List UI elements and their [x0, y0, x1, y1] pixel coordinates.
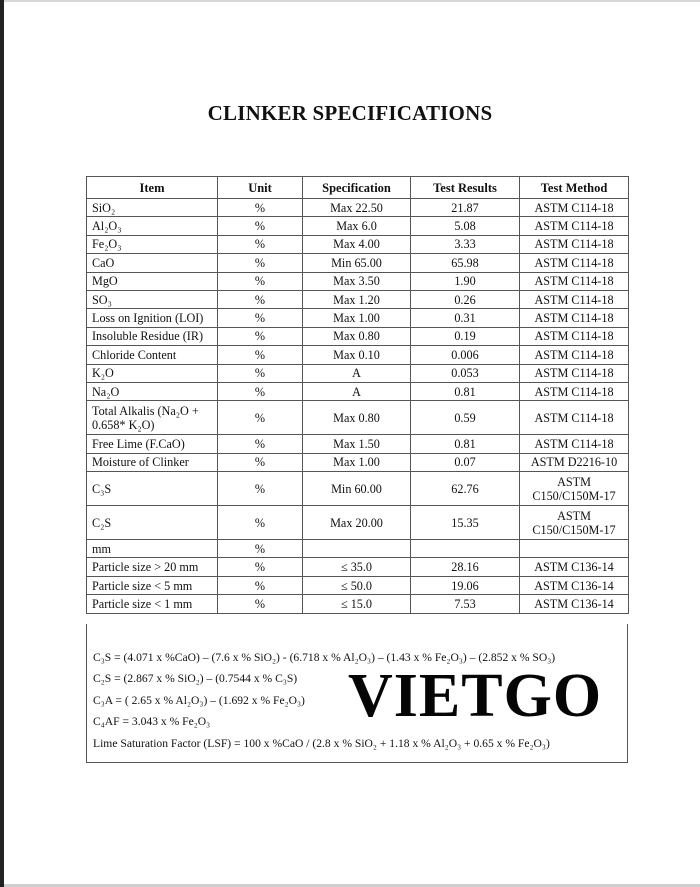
cell-unit: %: [218, 382, 303, 400]
formula-c2s: C₂S = (2.867 x % SiO₂) – (0.7544 x % C₃S): [93, 672, 298, 685]
cell-specification: Max 22.50: [303, 199, 411, 217]
cell-specification: Max 1.00: [303, 453, 411, 471]
table-row: [87, 346, 629, 364]
cell-test-result: 0.07: [411, 453, 520, 471]
cell-item: Fe₂O₃: [87, 235, 218, 253]
header-test-method: Test Method: [520, 177, 629, 199]
cell-test-method: ASTM C114-18: [520, 435, 629, 453]
cell-item: Total Alkalis (Na₂O + 0.658* K₂O): [87, 401, 218, 435]
formula-c3a: C₃A = ( 2.65 x % Al₂O₃) – (1.692 x % Fe₂O₃): [93, 694, 305, 707]
cell-test-method: ASTM C150/C150M-17: [520, 472, 629, 506]
cell-test-result: 0.053: [411, 364, 520, 382]
cell-item: mm: [87, 540, 218, 558]
table-row: [87, 199, 629, 217]
cell-item: Particle size < 5 mm: [87, 576, 218, 594]
cell-specification: Max 4.00: [303, 235, 411, 253]
table-row: [87, 217, 629, 235]
cell-test-method: ASTM C114-18: [520, 272, 629, 290]
cell-specification: [303, 540, 411, 558]
cell-test-method: ASTM C136-14: [520, 558, 629, 576]
cell-specification: ≤ 15.0: [303, 595, 411, 613]
page-top-shadow: [4, 0, 700, 2]
cell-item: Loss on Ignition (LOI): [87, 309, 218, 327]
cell-item: Chloride Content: [87, 346, 218, 364]
cell-test-result: 0.31: [411, 309, 520, 327]
table-row: [87, 401, 629, 435]
cell-item: SiO₂: [87, 199, 218, 217]
cell-test-method: ASTM C114-18: [520, 254, 629, 272]
cell-test-result: 7.53: [411, 595, 520, 613]
cell-test-method: ASTM C114-18: [520, 346, 629, 364]
cell-specification: ≤ 50.0: [303, 576, 411, 594]
table-body: [87, 199, 629, 614]
table-row: [87, 506, 629, 540]
cell-test-result: 19.06: [411, 576, 520, 594]
cell-specification: Max 0.80: [303, 401, 411, 435]
table-row: [87, 327, 629, 345]
cell-item: C₃S: [87, 472, 218, 506]
cell-unit: %: [218, 453, 303, 471]
cell-test-result: 3.33: [411, 235, 520, 253]
table-row: [87, 595, 629, 613]
cell-item: C₂S: [87, 506, 218, 540]
cell-unit: %: [218, 217, 303, 235]
cell-test-result: 0.19: [411, 327, 520, 345]
cell-item: Particle size > 20 mm: [87, 558, 218, 576]
cell-item: Particle size < 1 mm: [87, 595, 218, 613]
cell-unit: %: [218, 199, 303, 217]
cell-test-method: ASTM C114-18: [520, 364, 629, 382]
document-title: CLINKER SPECIFICATIONS: [207, 101, 493, 125]
cell-unit: %: [218, 595, 303, 613]
cell-unit: %: [218, 309, 303, 327]
cell-unit: %: [218, 364, 303, 382]
table-row: [87, 364, 629, 382]
cell-test-method: ASTM C150/C150M-17: [520, 506, 629, 540]
cell-unit: %: [218, 435, 303, 453]
table-row: [87, 254, 629, 272]
cell-test-result: 28.16: [411, 558, 520, 576]
cell-test-result: 0.006: [411, 346, 520, 364]
cell-unit: %: [218, 272, 303, 290]
formula-c3s: C₃S = (4.071 x %CaO) – (7.6 x % SiO₂) - (6.718 x % Al₂O₃) – (1.43 x % Fe₂O₃) – (2.852 x % SO₃): [93, 651, 556, 664]
table-row: [87, 576, 629, 594]
formula-c4af: C₄AF = 3.043 x % Fe₂O₃: [93, 715, 211, 728]
header-unit: Unit: [218, 177, 303, 199]
cell-test-method: ASTM C114-18: [520, 199, 629, 217]
header-specification: Specification: [303, 177, 411, 199]
cell-test-method: ASTM C114-18: [520, 327, 629, 345]
cell-test-result: 0.26: [411, 290, 520, 308]
cell-item: Insoluble Residue (IR): [87, 327, 218, 345]
cell-item: Na₂O: [87, 382, 218, 400]
cell-specification: A: [303, 382, 411, 400]
cell-unit: %: [218, 254, 303, 272]
cell-test-result: 0.81: [411, 382, 520, 400]
cell-unit: %: [218, 472, 303, 506]
cell-test-method: ASTM C114-18: [520, 217, 629, 235]
cell-test-result: 21.87: [411, 199, 520, 217]
cell-item: Al₂O₃: [87, 217, 218, 235]
cell-unit: %: [218, 558, 303, 576]
cell-test-result: 65.98: [411, 254, 520, 272]
cell-specification: Max 0.10: [303, 346, 411, 364]
page-left-border: [0, 0, 4, 887]
vietgo-watermark-logo: VIETGO: [348, 662, 603, 730]
cell-test-method: ASTM C114-18: [520, 309, 629, 327]
header-test-results: Test Results: [411, 177, 520, 199]
table-header-row: [87, 177, 629, 199]
cell-unit: %: [218, 506, 303, 540]
table-row: [87, 540, 629, 558]
cell-unit: %: [218, 327, 303, 345]
cell-specification: ≤ 35.0: [303, 558, 411, 576]
table-row: [87, 290, 629, 308]
cell-item: CaO: [87, 254, 218, 272]
cell-test-method: [520, 540, 629, 558]
table-row: [87, 309, 629, 327]
cell-item: K₂O: [87, 364, 218, 382]
cell-specification: Max 1.00: [303, 309, 411, 327]
cell-unit: %: [218, 290, 303, 308]
table-row: [87, 472, 629, 506]
cell-specification: Max 1.20: [303, 290, 411, 308]
cell-test-method: ASTM C114-18: [520, 382, 629, 400]
cell-unit: %: [218, 346, 303, 364]
table-row: [87, 382, 629, 400]
cell-unit: %: [218, 401, 303, 435]
table-row: [87, 453, 629, 471]
cell-test-result: 62.76: [411, 472, 520, 506]
cell-specification: Min 60.00: [303, 472, 411, 506]
header-item: Item: [87, 177, 218, 199]
table-row: [87, 235, 629, 253]
cell-test-method: ASTM C114-18: [520, 290, 629, 308]
cell-unit: %: [218, 235, 303, 253]
cell-test-result: 1.90: [411, 272, 520, 290]
cell-specification: Max 20.00: [303, 506, 411, 540]
cell-test-method: ASTM C136-14: [520, 576, 629, 594]
cell-test-result: 0.59: [411, 401, 520, 435]
cell-specification: Max 6.0: [303, 217, 411, 235]
cell-test-method: ASTM D2216-10: [520, 453, 629, 471]
cell-specification: Max 1.50: [303, 435, 411, 453]
cell-test-result: 5.08: [411, 217, 520, 235]
table-row: [87, 435, 629, 453]
cell-test-method: ASTM C114-18: [520, 235, 629, 253]
cell-unit: %: [218, 576, 303, 594]
cell-specification: Max 0.80: [303, 327, 411, 345]
cell-item: SO₃: [87, 290, 218, 308]
cell-test-result: 0.81: [411, 435, 520, 453]
table-row: [87, 558, 629, 576]
formula-lsf: Lime Saturation Factor (LSF) = 100 x %CaO / (2.8 x % SiO₂ + 1.18 x % Al₂O₃ + 0.65 x % Fe₂O₃): [93, 737, 550, 750]
cell-unit: %: [218, 540, 303, 558]
cell-item: MgO: [87, 272, 218, 290]
cell-item: Moisture of Clinker: [87, 453, 218, 471]
cell-specification: Min 65.00: [303, 254, 411, 272]
cell-specification: Max 3.50: [303, 272, 411, 290]
cell-item: Free Lime (F.CaO): [87, 435, 218, 453]
cell-test-method: ASTM C136-14: [520, 595, 629, 613]
specifications-table: [86, 176, 629, 614]
cell-test-result: 15.35: [411, 506, 520, 540]
table-row: [87, 272, 629, 290]
cell-test-result: [411, 540, 520, 558]
cell-test-method: ASTM C114-18: [520, 401, 629, 435]
cell-specification: A: [303, 364, 411, 382]
